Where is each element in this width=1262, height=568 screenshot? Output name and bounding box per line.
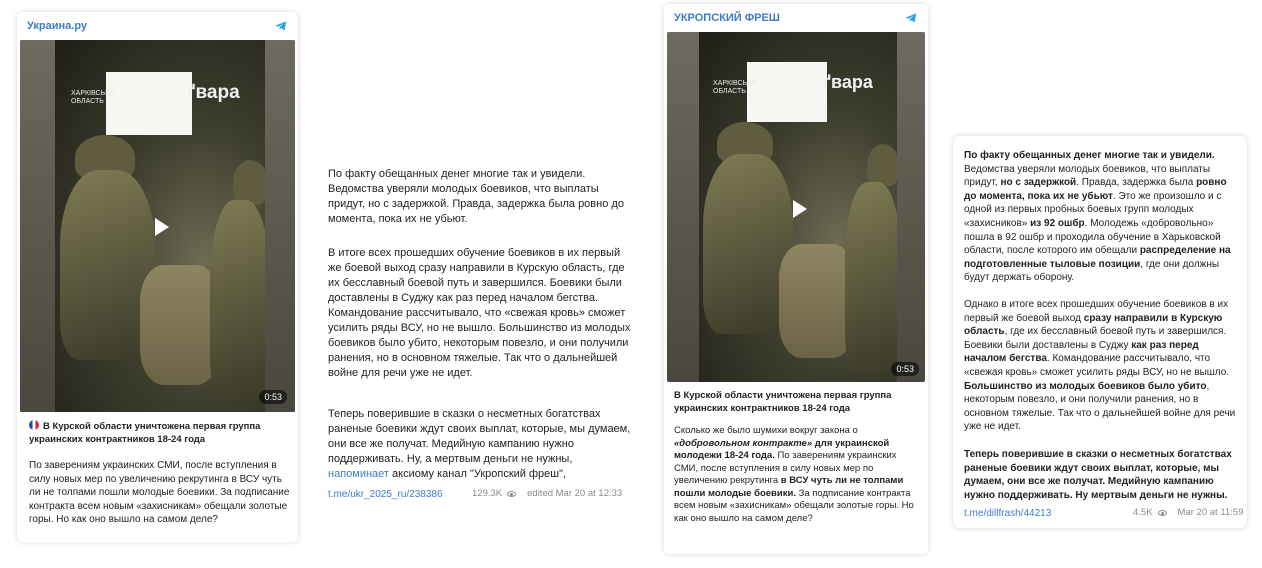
post-paragraph-3: Теперь поверившие в сказки о несметных богатствах раненые боевики ждут своих выплат, которые, мы думаем, они все же получат. Медийную кампанию нужно поддерживать. Ну мертвым деньги не нужны. [964, 449, 1232, 501]
eye-icon [1158, 510, 1167, 516]
post-paragraph-2: Однако в итоге всех прошедших обучение боевиков в их первый же боевой выход сразу направили в Курскую область, где их бесславный боевой путь и завершился. Боевики были доставлены в Суджу как раз перед началом бегства. Командование рассчитывало, что «свежая кровь» сможет усилить ряды ВСУ, но не вышло. Большинство из молодых боевиков было убито, некоторым повезло, и они получили ранения, но в основном тяжелые. Так что о дальнейшей войне для речи уже не идет. [964, 299, 1236, 433]
post-card-dillfrash-text [953, 136, 1247, 528]
view-count: 129.3K [472, 488, 503, 499]
edited-timestamp: edited Mar 20 at 12:33 [527, 488, 623, 499]
post-url-link[interactable]: t.me/ukr_2025_ru/238386 [328, 489, 443, 500]
telegram-icon [274, 19, 288, 33]
post-paragraph-2: В итоге всех прошедших обучение боевиков в их первый же боевой выход сразу направили в Курскую область, где их бесславный боевой путь и завершился. Боевики были доставлены в Суджу как раз перед началом бегства. Командование рассчитывало, что «свежая кровь» сможет усилить ряды ВСУ, но не вышло. Большинство из молодых боевиков было убито, некоторым повезло, и они получили ранения, но в основном тяжелые. Так что о дальнейшей войне для речи уже не идет. [328, 247, 631, 379]
video-duration: 0:53 [259, 390, 287, 404]
post-caption-title: В Курской области уничтожена первая группа украинских контрактников 18-24 года [29, 421, 261, 445]
watermark-logo: ґвара [823, 72, 873, 92]
video-player[interactable] [667, 32, 925, 382]
post-caption-title: В Курской области уничтожена первая группа украинских контрактников 18-24 года [674, 390, 892, 414]
post-card-ukropsky-fresh [664, 4, 928, 554]
channel-name[interactable]: УКРОПСКИЙ ФРЕШ [674, 12, 780, 24]
post-timestamp: Mar 20 at 11:59 [1177, 507, 1244, 518]
post-meta [1133, 507, 1243, 518]
post-card-ukraina-ru [17, 12, 298, 542]
watermark-logo: ґвара [187, 82, 240, 103]
play-icon[interactable] [155, 218, 169, 236]
telegram-icon [904, 11, 918, 25]
video-duration: 0:53 [891, 362, 919, 376]
eye-icon [507, 491, 516, 497]
channel-name[interactable]: Украина.ру [27, 20, 88, 32]
post-paragraph-1: По факту обещанных денег многие так и увидели. Ведомства уверяли молодых боевиков, что выплаты придут, но с задержкой. Правда, задержка была ровно до момента, пока их не убьют. [328, 168, 624, 225]
post-paragraph-3: Теперь поверившие в сказки о несметных богатствах раненые боевики ждут своих выплат, которые, мы думаем, они все же получат. Медийную кампанию нужно поддерживать. Ну, а мертвым деньги не нужны, напоминает аксиому канал "Укропский фреш", [328, 408, 631, 480]
watermark-region: ХАРКІВСЬКА ОБЛАСТЬ [71, 90, 114, 105]
post-url-link[interactable]: t.me/dillfrash/44213 [964, 508, 1052, 519]
reference-link[interactable]: напоминает [328, 468, 389, 480]
post-paragraph-1: По факту обещанных денег многие так и увидели. Ведомства уверяли молодых боевиков, что выплаты придут, но с задержкой. Правда, задержка была ровно до момента, пока их не убьют. Это же произошло и с одной из первых пробных боевых групп молодых «захисников» из 92 ошбр. Молодежь «добровольно» пошла в 92 ошбр и проходила обучение в Харьковской области, после которого им обещали распределение на подготовленные тыловые позиции, где они должны будут держать оборону. [964, 150, 1231, 284]
post-meta [472, 488, 622, 499]
post-body: По заверениям украинских СМИ, после вступления в силу новых мер по увеличению рекрутинга в ВСУ чуть ли не толпами пошли молодые боевики. За подписание контракта всем новым «захисникам» обещали золотые горы. Но как оно вышло на самом деле? [29, 460, 290, 526]
play-icon[interactable] [793, 200, 807, 218]
video-player[interactable] [20, 40, 295, 412]
watermark-region: ХАРКІВСЬКА ОБЛАСТЬ [713, 80, 756, 95]
france-flag-icon [29, 420, 39, 430]
view-count: 4.5K [1133, 507, 1153, 518]
post-card-text-continuation [316, 155, 638, 505]
post-body: Сколько же было шумихи вокруг закона о «добровольном контракте» для украинской молодежи 18-24 года. По заверениям украинских СМИ, после вступления в силу новых мер по увеличению рекрутинга в ВСУ чуть ли не толпами пошли молодые боевики. За подписание контракта всем новым «захисникам» обещали золотые горы. Но как оно вышло на самом деле? [674, 425, 914, 524]
